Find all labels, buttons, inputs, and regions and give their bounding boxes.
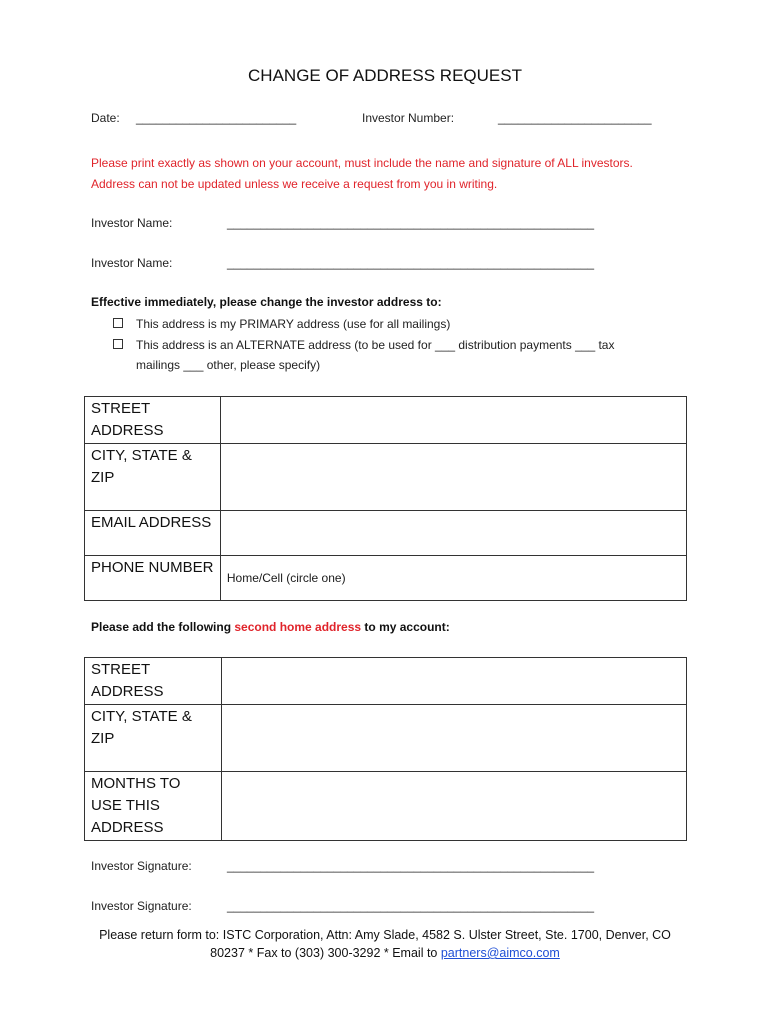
city-state-zip-cell-2[interactable]	[221, 705, 686, 772]
investor-signature-field-1[interactable]: _______________________________________________________	[227, 859, 595, 873]
footer	[0, 926, 770, 962]
notice-line-1: Please print exactly as shown on your account, must include the name and signature of ALL investors.	[91, 156, 633, 170]
street-address-header-2: STREET ADDRESS	[85, 658, 222, 705]
investor-number-label: Investor Number:	[362, 111, 455, 125]
effective-heading: Effective immediately, please change the investor address to:	[91, 295, 442, 309]
city-state-zip-header: CITY, STATE & ZIP	[85, 444, 221, 511]
primary-checkbox[interactable]	[113, 318, 123, 328]
investor-name-field-1[interactable]: _______________________________________________________	[227, 216, 595, 230]
phone-type-note: Home/Cell (circle one)	[226, 571, 346, 585]
investor-name-label-2: Investor Name:	[91, 256, 173, 270]
investor-name-field-2[interactable]: _______________________________________________________	[227, 256, 595, 270]
second-address-highlight: second home address	[234, 620, 362, 634]
page-title: CHANGE OF ADDRESS REQUEST	[248, 66, 522, 85]
months-cell[interactable]	[221, 772, 686, 841]
alternate-checkbox[interactable]	[113, 339, 123, 349]
investor-signature-label-1: Investor Signature:	[91, 859, 192, 873]
notice-line-2: Address can not be updated unless we receive a request from you in writing.	[91, 177, 498, 191]
footer-line-2	[0, 944, 770, 962]
primary-option-label: This address is my PRIMARY address (use for all mailings)	[136, 317, 451, 331]
street-address-header: STREET ADDRESS	[85, 397, 221, 444]
footer-line-1: Please return form to: ISTC Corporation, Attn: Amy Slade, 4582 S. Ulster Street, Ste. 1700, Denver, CO	[99, 928, 671, 942]
investor-number-field[interactable]: _______________________	[498, 111, 652, 125]
date-label: Date:	[91, 111, 120, 125]
street-address-cell-2[interactable]	[221, 658, 686, 705]
email-address-header: EMAIL ADDRESS	[85, 511, 221, 556]
second-address-heading	[91, 620, 450, 634]
phone-number-header: PHONE NUMBER	[85, 556, 221, 601]
email-address-cell[interactable]	[220, 511, 686, 556]
second-address-suffix: to my account:	[361, 620, 450, 634]
alternate-option-label-2: mailings ___ other, please specify)	[136, 358, 321, 372]
second-address-table	[84, 657, 687, 841]
months-header: MONTHS TO USE THIS ADDRESS	[85, 772, 222, 841]
street-address-cell[interactable]	[220, 397, 686, 444]
email-link[interactable]: partners@aimco.com	[440, 946, 560, 960]
investor-signature-field-2[interactable]: _______________________________________________________	[227, 899, 595, 913]
investor-signature-label-2: Investor Signature:	[91, 899, 192, 913]
date-field[interactable]: ________________________	[136, 111, 297, 125]
phone-number-cell[interactable]	[220, 556, 686, 601]
second-address-prefix: Please add the following	[91, 620, 235, 634]
city-state-zip-header-2: CITY, STATE & ZIP	[85, 705, 222, 772]
footer-contact: 80237 * Fax to (303) 300-3292 * Email to	[210, 946, 441, 960]
new-address-table	[84, 396, 687, 601]
city-state-zip-cell[interactable]	[220, 444, 686, 511]
alternate-option-label: This address is an ALTERNATE address (to be used for ___ distribution payments ___ tax	[136, 338, 615, 352]
investor-name-label-1: Investor Name:	[91, 216, 173, 230]
